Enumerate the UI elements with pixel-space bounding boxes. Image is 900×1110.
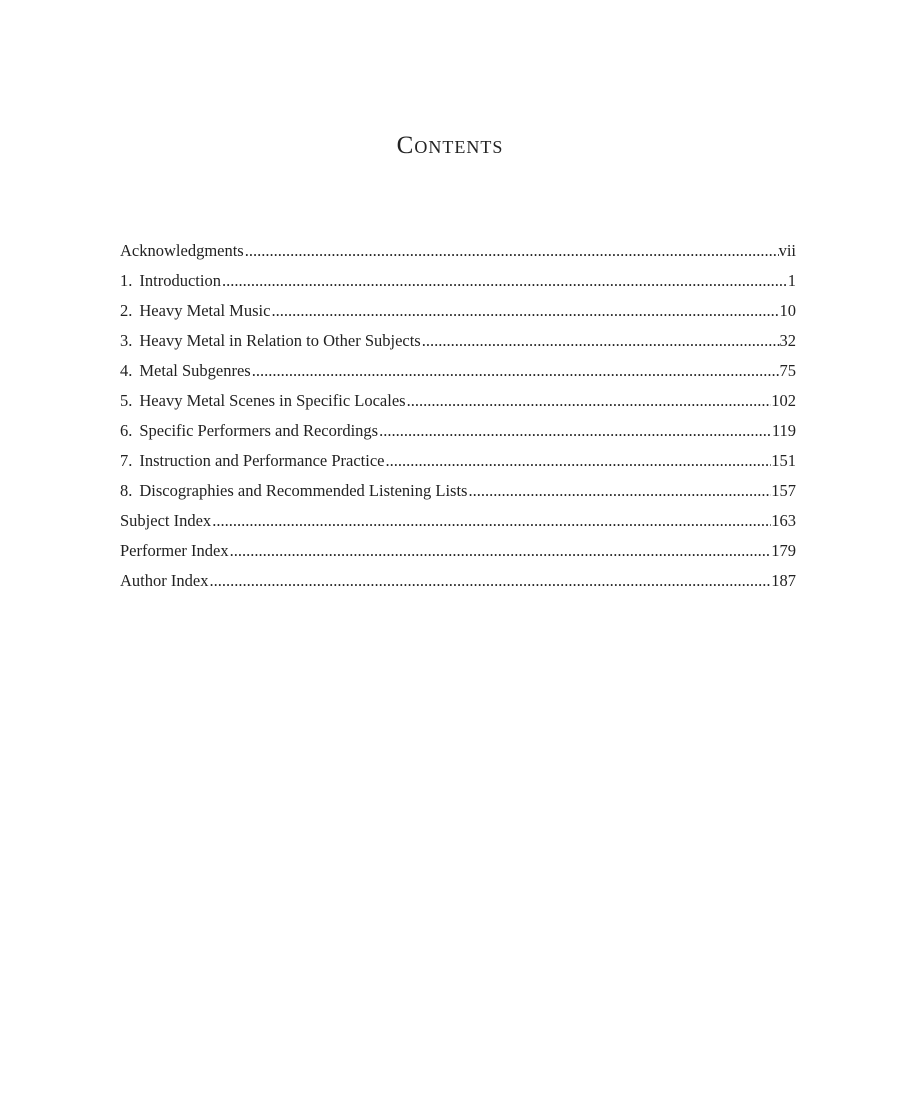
toc-entry-instruction (120, 446, 796, 476)
toc-entry-page: vii (778, 241, 796, 260)
toc-entry-title: Introduction (139, 271, 221, 290)
dot-leader (244, 236, 779, 266)
toc-entry-number: 7. (120, 451, 133, 470)
toc-entry-other-subjects (120, 326, 796, 356)
toc-entry-number: 4. (120, 361, 133, 380)
toc-entry-title: Performer Index (120, 541, 229, 560)
toc-entry-title: Author Index (120, 571, 209, 590)
toc-entry-performers-recordings (120, 416, 796, 446)
toc-entry-page: 187 (771, 571, 796, 590)
toc-entry-page: 157 (771, 481, 796, 500)
dot-leader (406, 386, 772, 416)
dot-leader (270, 296, 779, 326)
toc-entry-page: 163 (771, 511, 796, 530)
toc-entry-title: Heavy Metal Scenes in Specific Locales (139, 391, 406, 410)
dot-leader (384, 446, 771, 476)
toc-entry-heavy-metal-music (120, 296, 796, 326)
toc-entry-scenes (120, 386, 796, 416)
dot-leader (251, 356, 780, 386)
toc-entry-number: 5. (120, 391, 133, 410)
toc-entry-page: 179 (771, 541, 796, 560)
toc-entry-introduction (120, 266, 796, 296)
toc-entry-page: 75 (779, 361, 796, 380)
toc-entry-page: 151 (771, 451, 796, 470)
toc-entry-number: 3. (120, 331, 133, 350)
toc-entry-subject-index (120, 506, 796, 536)
toc-entry-number: 1. (120, 271, 133, 290)
dot-leader (378, 416, 772, 446)
dot-leader (421, 326, 780, 356)
table-of-contents (120, 236, 796, 596)
toc-entry-number: 8. (120, 481, 133, 500)
toc-entry-number: 6. (120, 421, 133, 440)
toc-entry-metal-subgenres (120, 356, 796, 386)
dot-leader (221, 266, 788, 296)
dot-leader (467, 476, 771, 506)
toc-entry-number: 2. (120, 301, 133, 320)
toc-entry-title: Heavy Metal Music (139, 301, 271, 320)
page-title: Contents (396, 132, 504, 159)
toc-entry-title: Instruction and Performance Practice (139, 451, 385, 470)
dot-leader (229, 536, 772, 566)
dot-leader (211, 506, 771, 536)
dot-leader (208, 566, 771, 596)
toc-entry-discographies (120, 476, 796, 506)
toc-entry-acknowledgments (120, 236, 796, 266)
toc-entry-title: Metal Subgenres (139, 361, 251, 380)
toc-entry-title: Specific Performers and Recordings (139, 421, 379, 440)
toc-entry-page: 119 (771, 421, 796, 440)
toc-entry-title: Heavy Metal in Relation to Other Subjects (139, 331, 421, 350)
toc-entry-page: 10 (779, 301, 796, 320)
toc-entry-performer-index (120, 536, 796, 566)
toc-entry-title: Acknowledgments (120, 241, 244, 260)
toc-entry-title: Subject Index (120, 511, 212, 530)
toc-entry-page: 32 (779, 331, 796, 350)
toc-entry-author-index (120, 566, 796, 596)
toc-entry-page: 1 (787, 271, 796, 290)
toc-entry-title: Discographies and Recommended Listening Lists (139, 481, 468, 500)
toc-entry-page: 102 (771, 391, 796, 410)
